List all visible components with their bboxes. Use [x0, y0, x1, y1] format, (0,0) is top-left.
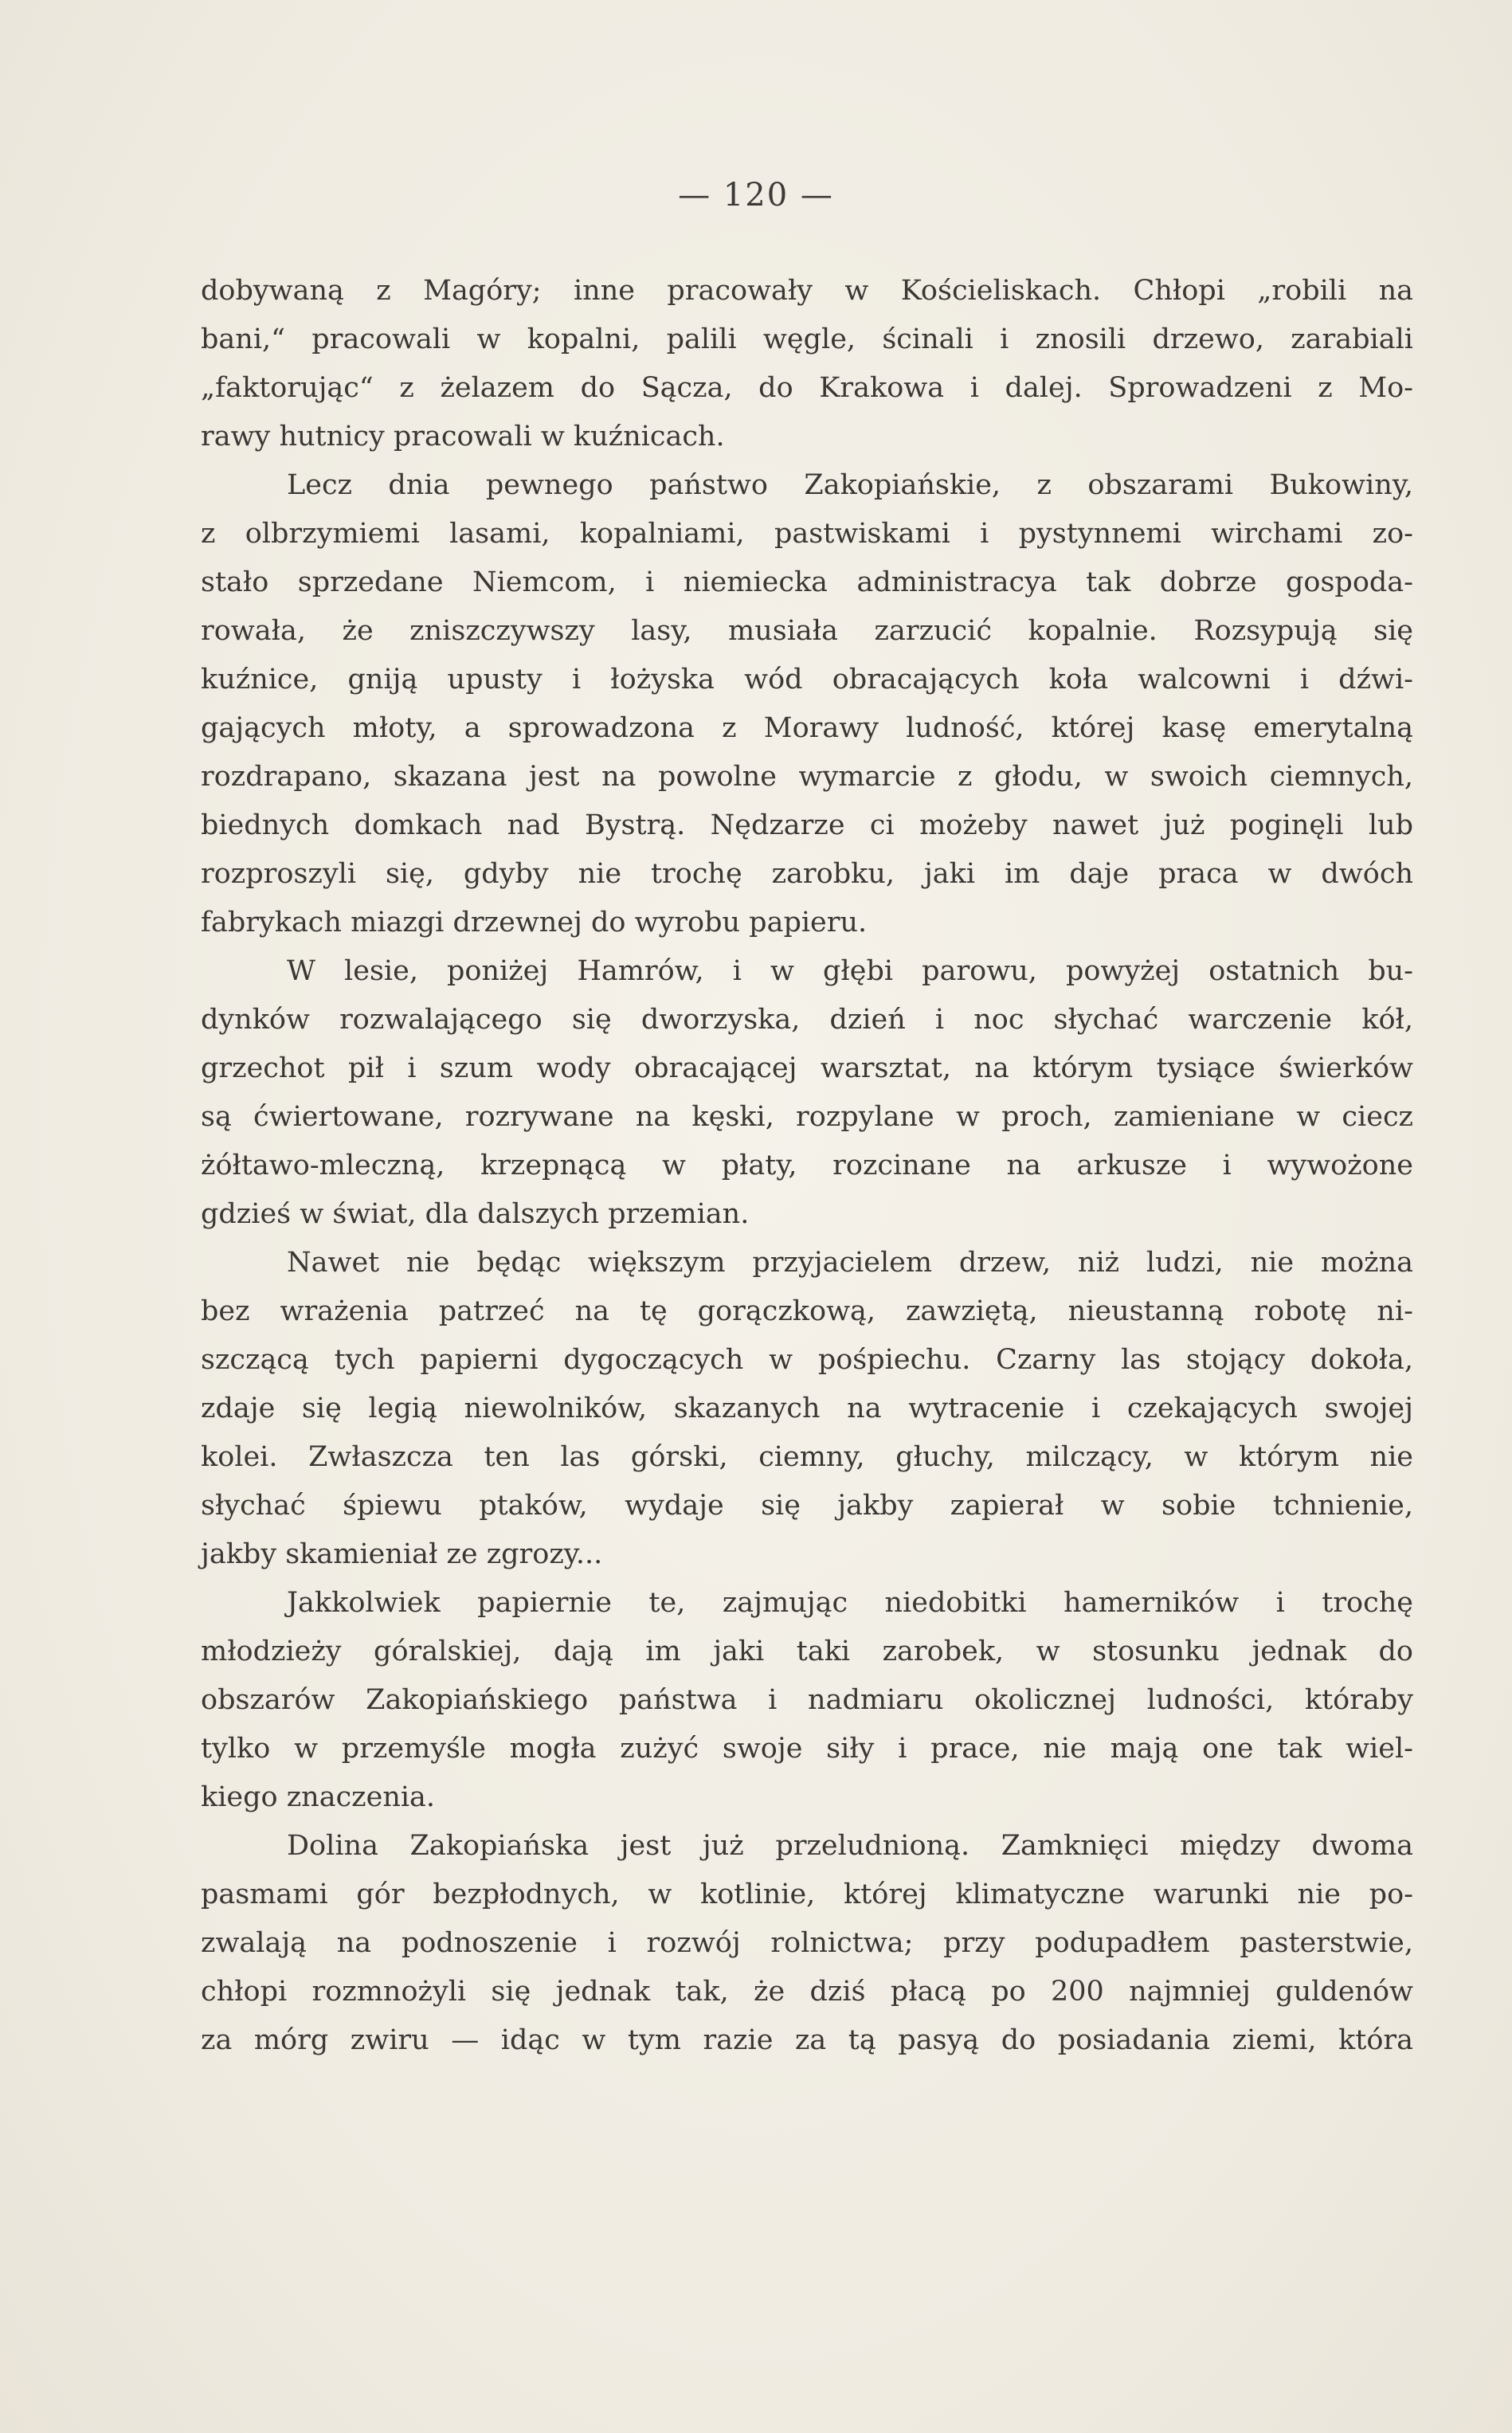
body-text	[201, 267, 1413, 2065]
text-line: kolei. Zwłaszcza ten las górski, ciemny, głuchy, milczący, w którym nie	[201, 1441, 1413, 1473]
text-line: bani,“ pracowali w kopalni, palili węgle, ścinali i znosili drzewo, zarabiali	[201, 323, 1413, 355]
text-line: gdzieś w świat, dla dalszych przemian.	[201, 1198, 750, 1230]
text-line: tylko w przemyśle mogła zużyć swoje siły i prace, nie mają one tak wiel-	[201, 1733, 1413, 1765]
text-line: zdaje się legią niewolników, skazanych na wytracenie i czekających swojej	[201, 1393, 1413, 1424]
text-line: są ćwiertowane, rozrywane na kęski, rozpylane w proch, zamieniane w ciecz	[201, 1101, 1413, 1133]
text-line: szczącą tych papierni dygoczących w pośpiechu. Czarny las stojący dokoła,	[201, 1344, 1413, 1376]
text-line: kiego znaczenia.	[201, 1781, 436, 1813]
text-line: pasmami gór bezpłodnych, w kotlinie, której klimatyczne warunki nie po-	[201, 1879, 1413, 1910]
text-line: chłopi rozmnożyli się jednak tak, że dziś płacą po 200 najmniej guldenów	[201, 1976, 1413, 2008]
text-line: grzechot pił i szum wody obracającej warsztat, na którym tysiące świerków	[201, 1052, 1413, 1084]
text-line: za mórg zwiru — idąc w tym razie za tą pasyą do posiadania ziemi, która	[201, 2024, 1413, 2056]
text-line: obszarów Zakopiańskiego państwa i nadmiaru okolicznej ludności, któraby	[201, 1684, 1413, 1716]
text-line: kuźnice, gniją upusty i łożyska wód obracających koła walcowni i dźwi-	[201, 664, 1413, 695]
text-line: młodzieży góralskiej, dają im jaki taki zarobek, w stosunku jednak do	[201, 1636, 1413, 1667]
text-line: zwalają na podnoszenie i rozwój rolnictwa; przy podupadłem pasterstwie,	[201, 1927, 1413, 1959]
text-line: Lecz dnia pewnego państwo Zakopiańskie, z obszarami Bukowiny,	[287, 469, 1413, 501]
text-line: słychać śpiewu ptaków, wydaje się jakby zapierał w sobie tchnienie,	[201, 1490, 1413, 1522]
text-line: biednych domkach nad Bystrą. Nędzarze ci możeby nawet już poginęli lub	[201, 809, 1413, 841]
text-line: jakby skamieniał ze zgrozy...	[201, 1538, 603, 1570]
text-line: stało sprzedane Niemcom, i niemiecka administracya tak dobrze gospoda-	[201, 566, 1413, 598]
text-line: Nawet nie będąc większym przyjacielem drzew, niż ludzi, nie można	[287, 1247, 1413, 1279]
text-line: bez wrażenia patrzeć na tę gorączkową, zawziętą, nieustanną robotę ni-	[201, 1295, 1413, 1327]
text-line: Jakkolwiek papiernie te, zajmując niedobitki hamerników i trochę	[287, 1587, 1413, 1619]
text-line: Dolina Zakopiańska jest już przeludnioną. Zamknięci między dwoma	[287, 1830, 1413, 1862]
text-line: fabrykach miazgi drzewnej do wyrobu papieru.	[201, 907, 868, 938]
text-line: rozdrapano, skazana jest na powolne wymarcie z głodu, w swoich ciemnych,	[201, 761, 1413, 793]
text-line: dobywaną z Magóry; inne pracowały w Kościeliskach. Chłopi „robili na	[201, 275, 1413, 307]
text-line: z olbrzymiemi lasami, kopalniami, pastwiskami i pystynnemi wirchami zo-	[201, 518, 1413, 550]
text-line: dynków rozwalającego się dworzyska, dzień i noc słychać warczenie kół,	[201, 1004, 1413, 1036]
text-line: rozproszyli się, gdyby nie trochę zarobku, jaki im daje praca w dwóch	[201, 858, 1413, 890]
text-line: W lesie, poniżej Hamrów, i w głębi parowu, powyżej ostatnich bu-	[287, 955, 1413, 987]
text-line: „faktorując“ z żelazem do Sącza, do Krakowa i dalej. Sprowadzeni z Mo-	[201, 372, 1413, 404]
text-line: rowała, że zniszczywszy lasy, musiała zarzucić kopalnie. Rozsypują się	[201, 615, 1413, 647]
text-line: rawy hutnicy pracowali w kuźnicach.	[201, 421, 725, 453]
page-number: — 120 —	[678, 177, 834, 214]
text-line: żółtawo-mleczną, krzepnącą w płaty, rozcinane na arkusze i wywożone	[201, 1150, 1413, 1181]
text-line: gających młoty, a sprowadzona z Morawy ludność, której kasę emerytalną	[201, 712, 1413, 744]
